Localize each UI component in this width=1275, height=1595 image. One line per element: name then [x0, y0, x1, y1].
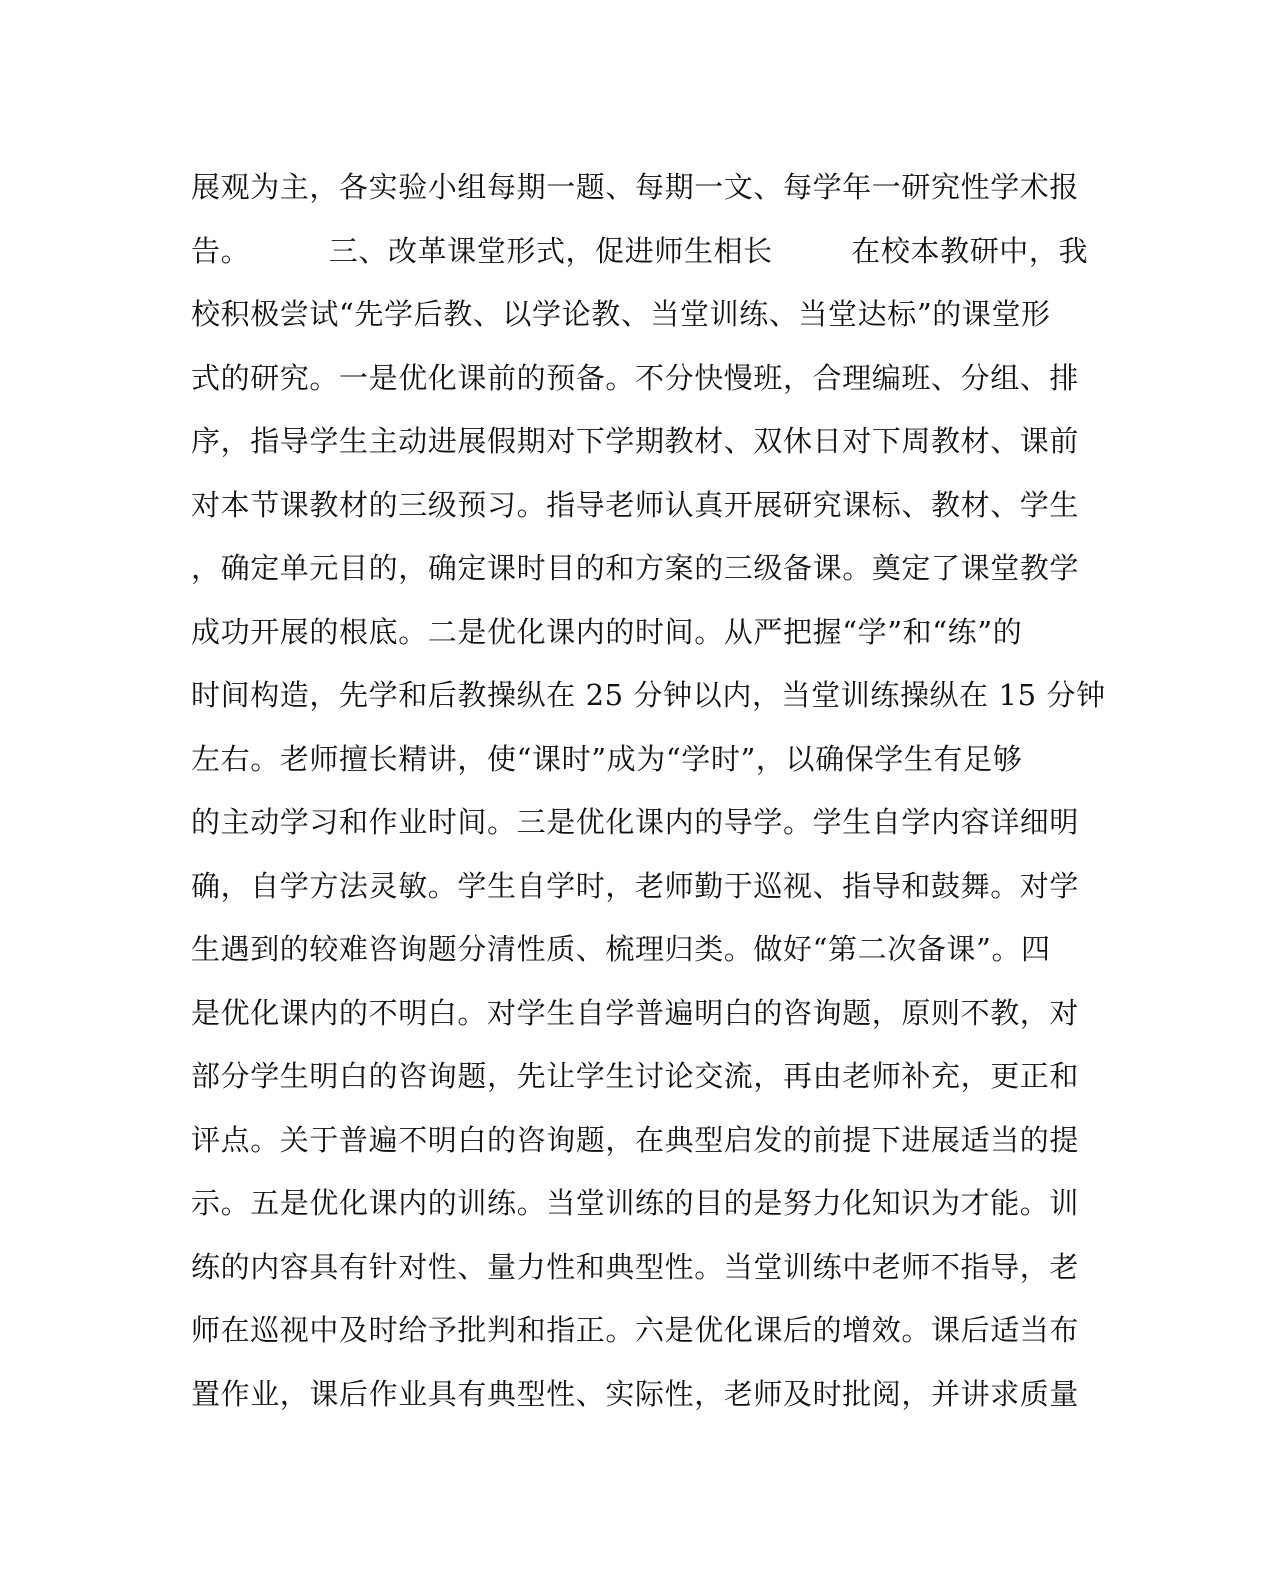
- text-line: 左右。老师擅长精讲，使“课时”成为“学时”，以确保学生有足够: [191, 741, 1023, 776]
- text-line: 示。五是优化课内的训练。当堂训练的目的是努力化知识为才能。训: [191, 1186, 1080, 1220]
- text-line: 部分学生明白的咨询题，先让学生讨论交流，再由老师补充，更正和: [191, 1059, 1080, 1093]
- text-line: 序，指导学生主动进展假期对下学期教材、双休日对下周教材、课前: [191, 424, 1080, 458]
- text-line: ，确定单元目的，确定课时目的和方案的三级备课。奠定了课堂教学: [191, 551, 1080, 585]
- body-text: [191, 162, 1106, 1432]
- text-line: 确，自学方法灵敏。学生自学时，老师勤于巡视、指导和鼓舞。对学: [191, 868, 1080, 903]
- text-line: 告。 三、改革课堂形式，促进师生相长 在校本教研中，我: [191, 233, 1089, 268]
- text-line: 成功开展的根底。二是优化课内的时间。从严把握“学”和“练”的: [191, 614, 1023, 649]
- text-line: 时间构造，先学和后教操纵在 25 分钟以内，当堂训练操纵在 15 分钟: [191, 678, 1106, 712]
- text-line: 对本节课教材的三级预习。指导老师认真开展研究课标、教材、学生: [191, 487, 1080, 522]
- text-line: 练的内容具有针对性、量力性和典型性。当堂训练中老师不指导，老: [191, 1249, 1080, 1284]
- text-line: 生遇到的较难咨询题分清性质、梳理归类。做好“第二次备课”。四: [191, 932, 1051, 966]
- text-line: 评点。关于普遍不明白的咨询题，在典型启发的前提下进展适当的提: [191, 1122, 1080, 1157]
- text-line: 的主动学习和作业时间。三是优化课内的导学。学生自学内容详细明: [191, 805, 1080, 839]
- text-line: 置作业，课后作业具有典型性、实际性，老师及时批阅，并讲求质量: [191, 1376, 1080, 1411]
- text-line: 校积极尝试“先学后教、以学论教、当堂训练、当堂达标”的课堂形: [191, 297, 1051, 331]
- text-line: 展观为主，各实验小组每期一题、每期一文、每学年一研究性学术报: [191, 170, 1080, 204]
- text-line: 是优化课内的不明白。对学生自学普遍明白的咨询题，原则不教，对: [191, 995, 1080, 1030]
- text-line: 式的研究。一是优化课前的预备。不分快慢班，合理编班、分组、排: [191, 360, 1080, 395]
- text-line: 师在巡视中及时给予批判和指正。六是优化课后的增效。课后适当布: [191, 1313, 1080, 1347]
